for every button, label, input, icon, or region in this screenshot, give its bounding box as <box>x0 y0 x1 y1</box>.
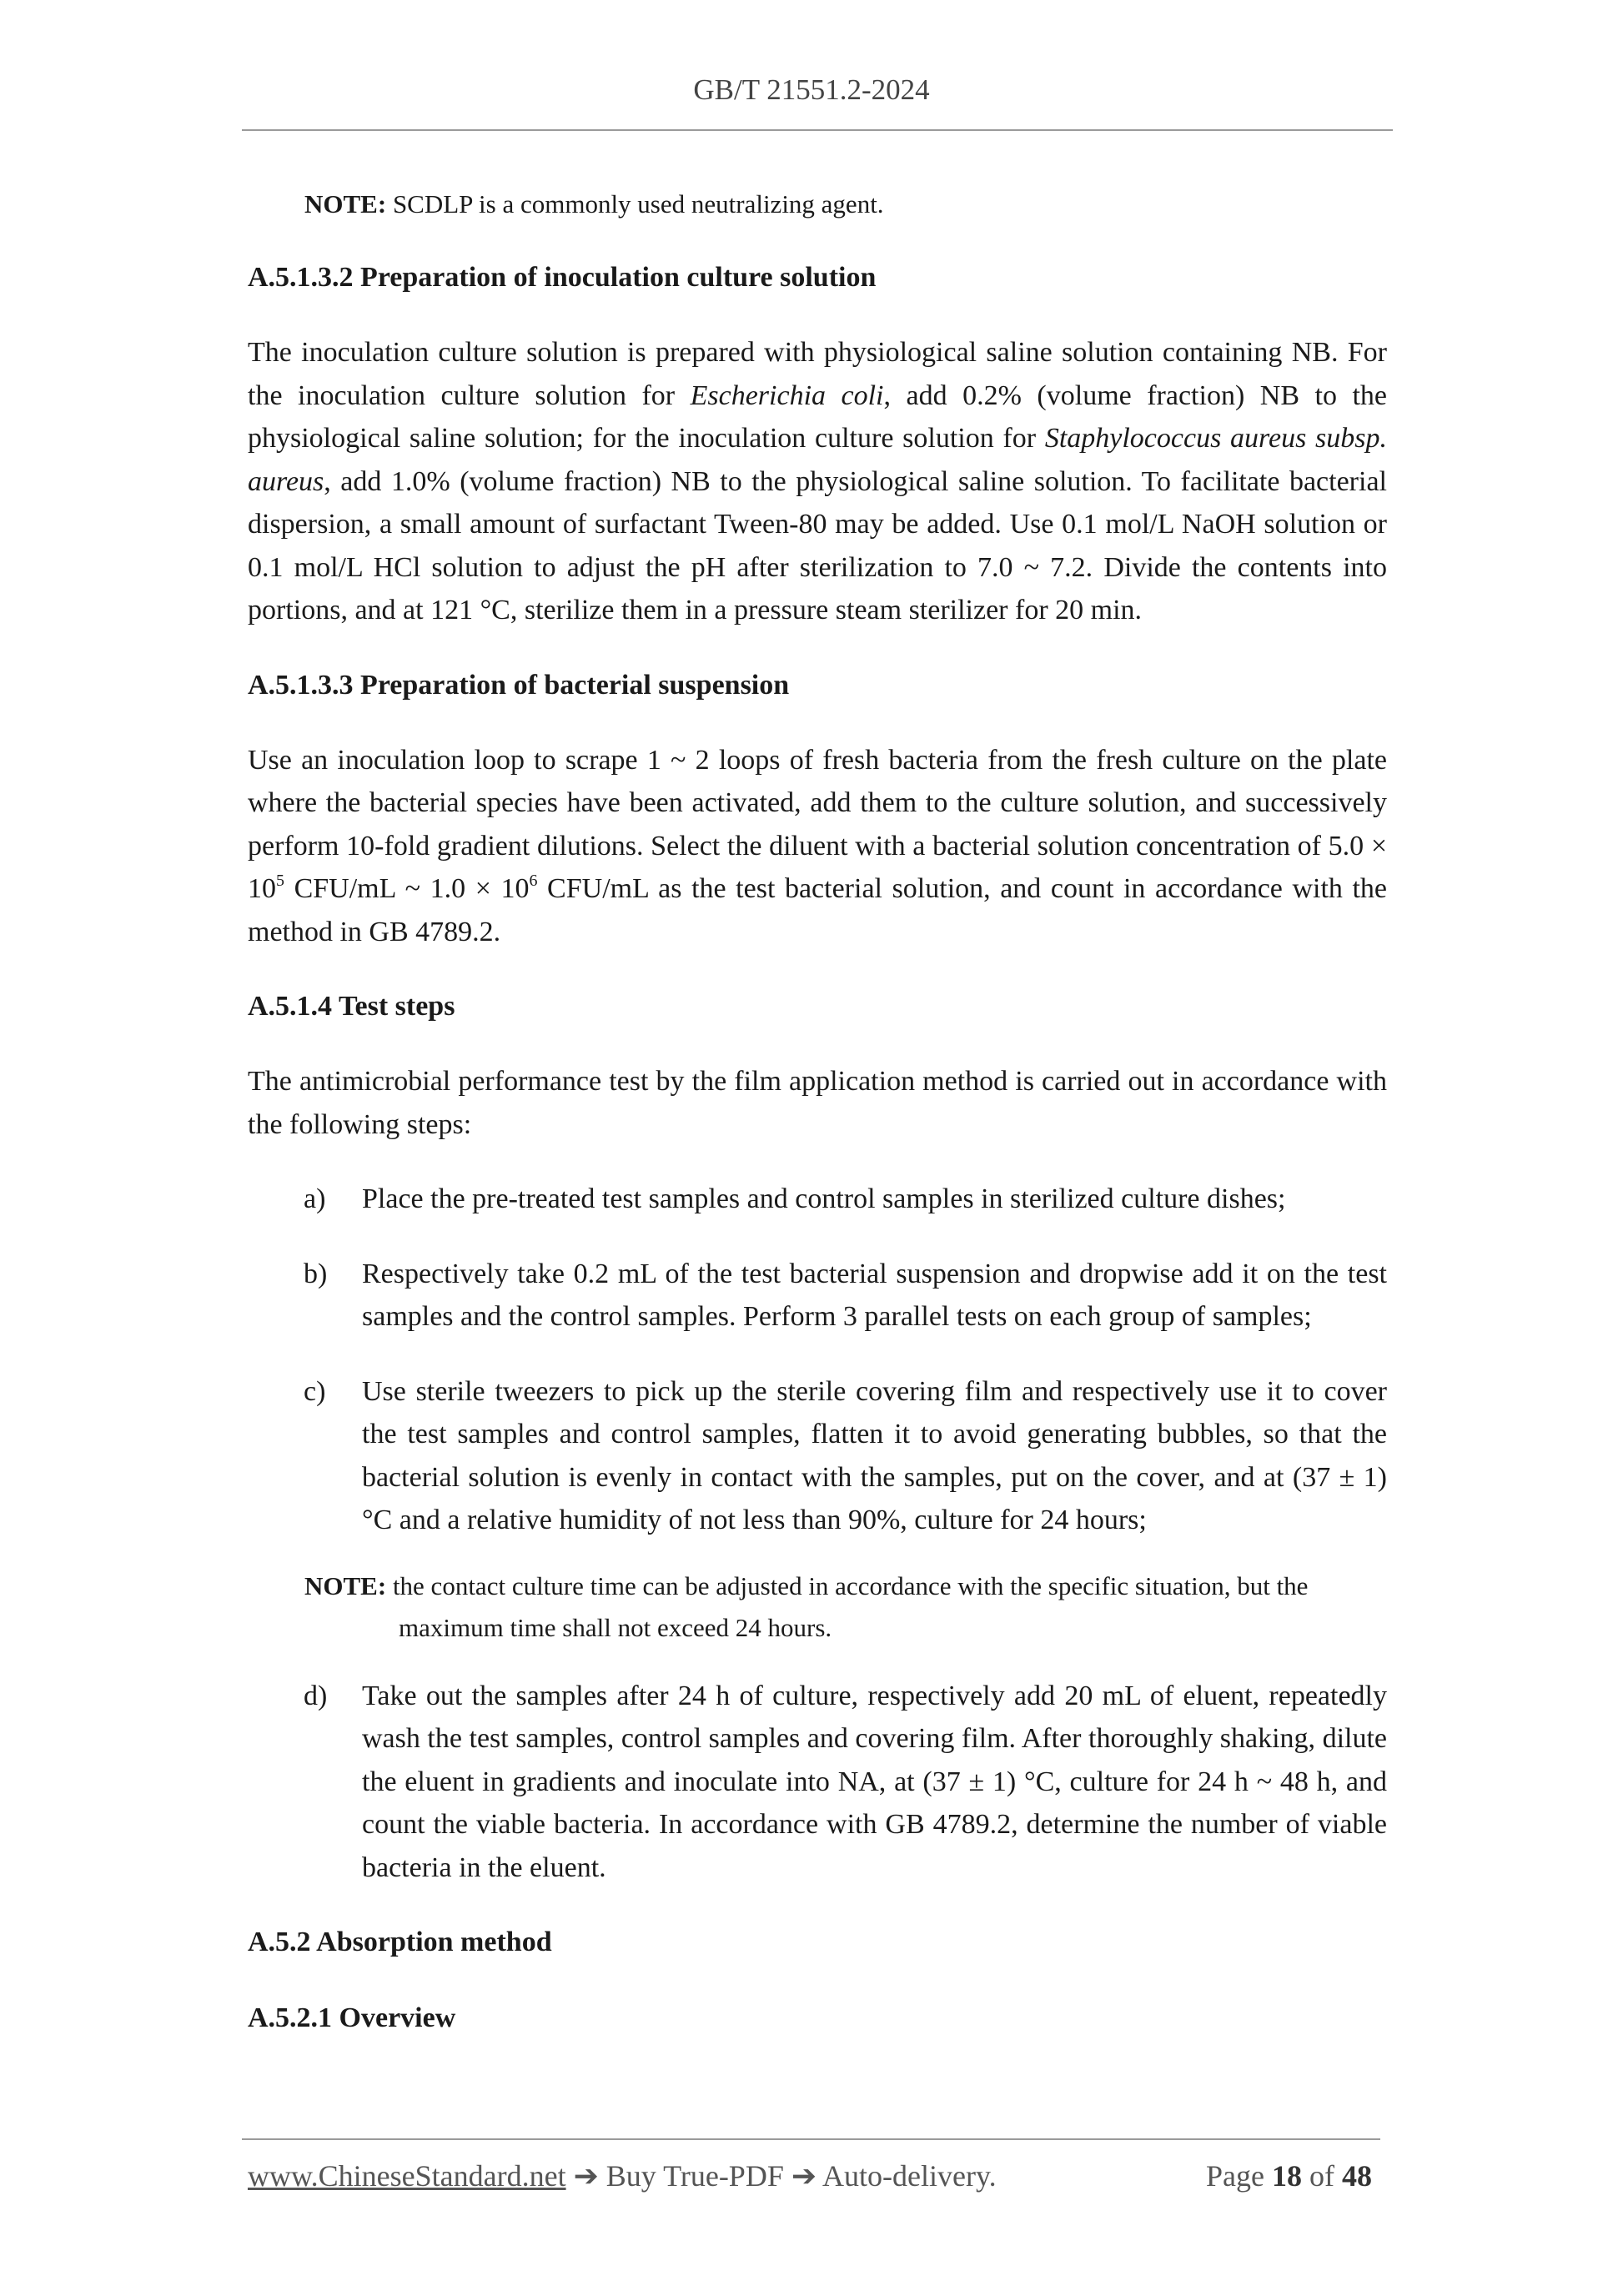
list-item <box>304 1675 1387 1890</box>
page-label: Page <box>1206 2159 1264 2193</box>
page-header-title: GB/T 21551.2-2024 <box>693 73 930 106</box>
buy-pdf-text: Buy True-PDF <box>605 2159 784 2193</box>
text-a5132-1: The inoculation culture solution is prepared with physiological saline solution containing NB. For the inoculation culture solution for <box>248 337 1387 411</box>
document-body <box>248 175 1387 2039</box>
text-a5133-1: Use an inoculation loop to scrape 1 ~ 2 loops of fresh bacteria from the fresh culture on the plate where the bacterial species have been activated, add them to the culture solution, and successively perform 10-fold gradient dilutions. Select the diluent with a bacterial solution concentration of 5.0 × 10 <box>248 744 1387 904</box>
footer-divider <box>242 2138 1380 2140</box>
species-saureus: Staphylococcus aureus subsp. aureus <box>248 423 1388 497</box>
page-footer <box>248 2158 1382 2193</box>
heading-a52: A.5.2 Absorption method <box>248 1927 552 1957</box>
exponent-1: 5 <box>276 872 284 890</box>
heading-a5132: A.5.1.3.2 Preparation of inoculation culture solution <box>248 262 877 293</box>
list-text: Take out the samples after 24 h of culture, respectively add 20 mL of eluent, repeatedly wash the test samples, control samples and covering film. After thoroughly shaking, dilute the eluent in gradients and inoculate into NA, at (37 ± 1) °C, culture for 24 h ~ 48 h, and count the viable bacteria. In accordance with GB 4789.2, determine the number of viable bacteria in the eluent. <box>362 1680 1387 1883</box>
note-culture-time <box>304 1565 1387 1650</box>
website-link[interactable]: www.ChineseStandard.net <box>248 2159 566 2193</box>
species-ecoli: Escherichia coli <box>690 379 884 411</box>
text-a5132-3: , add 1.0% (volume fraction) NB to the physiological saline solution. To facilitate bacterial dispersion, a small amount of surfactant Tween-80 may be added. Use 0.1 mol/L NaOH solution or 0.1 mol/L HCl solution to adjust the pH after sterilization to 7.0 ~ 7.2. Divide the contents into portions, and at 121 °C, sterilize them in a pressure steam sterilizer for 20 min. <box>248 465 1387 625</box>
heading-a521: A.5.2.1 Overview <box>248 2002 456 2033</box>
list-item <box>304 1253 1387 1339</box>
arrow-right-icon: ➔ <box>573 2159 599 2193</box>
paragraph-a5133 <box>248 739 1387 954</box>
header-divider <box>242 129 1393 131</box>
list-item <box>304 1178 1387 1221</box>
note-text-line1: the contact culture time can be adjusted in accordance with the specific situation, but the <box>392 1570 1309 1600</box>
arrow-right-icon: ➔ <box>791 2159 817 2193</box>
list-text: Use sterile tweezers to pick up the sterile covering film and respectively use it to cover the test samples and control samples, flatten it to avoid generating bubbles, so that the bacterial solution is evenly in contact with the samples, put on the cover, and at (37 ± 1) °C and a relative humidity of not less than 90%, culture for 24 hours; <box>362 1375 1387 1535</box>
list-item <box>304 1370 1387 1542</box>
list-marker: b) <box>304 1258 328 1289</box>
note-text-line2: maximum time shall not exceed 24 hours. <box>399 1613 832 1642</box>
text-a5133-2: CFU/mL ~ 1.0 × 10 <box>284 873 530 904</box>
heading-a5133: A.5.1.3.3 Preparation of bacterial suspension <box>248 669 790 701</box>
page-number: 18 <box>1272 2159 1302 2193</box>
exponent-2: 6 <box>529 872 538 890</box>
list-marker: d) <box>304 1680 328 1711</box>
paragraph-a5132 <box>248 331 1387 632</box>
list-marker: a) <box>304 1183 326 1214</box>
paragraph-a514-intro: The antimicrobial performance test by the film application method is carried out in accordance with the following steps: <box>248 1066 1387 1140</box>
note-text: SCDLP is a commonly used neutralizing agent. <box>392 189 884 219</box>
list-marker: c) <box>304 1375 326 1407</box>
note-scdlp <box>304 183 1387 225</box>
auto-delivery-text: Auto-delivery. <box>822 2159 997 2193</box>
text-a5133-3: CFU/mL as the test bacterial solution, and count in accordance with the method in GB 4789.2. <box>248 873 1388 947</box>
page-total: 48 <box>1342 2159 1372 2193</box>
note-label: NOTE: <box>304 1570 387 1600</box>
list-text: Place the pre-treated test samples and control samples in sterilized culture dishes; <box>362 1183 1286 1214</box>
heading-a514: A.5.1.4 Test steps <box>248 991 455 1022</box>
note-label: NOTE: <box>304 189 387 219</box>
list-text: Respectively take 0.2 mL of the test bacterial suspension and dropwise add it on the test samples and the control samples. Perform 3 parallel tests on each group of samples; <box>362 1258 1387 1332</box>
of-label: of <box>1309 2159 1334 2193</box>
text-a5132-2: , add 0.2% (volume fraction) NB to the physiological saline solution; for the inoculation culture solution for <box>248 379 1387 454</box>
page-indicator <box>1206 2158 1372 2193</box>
